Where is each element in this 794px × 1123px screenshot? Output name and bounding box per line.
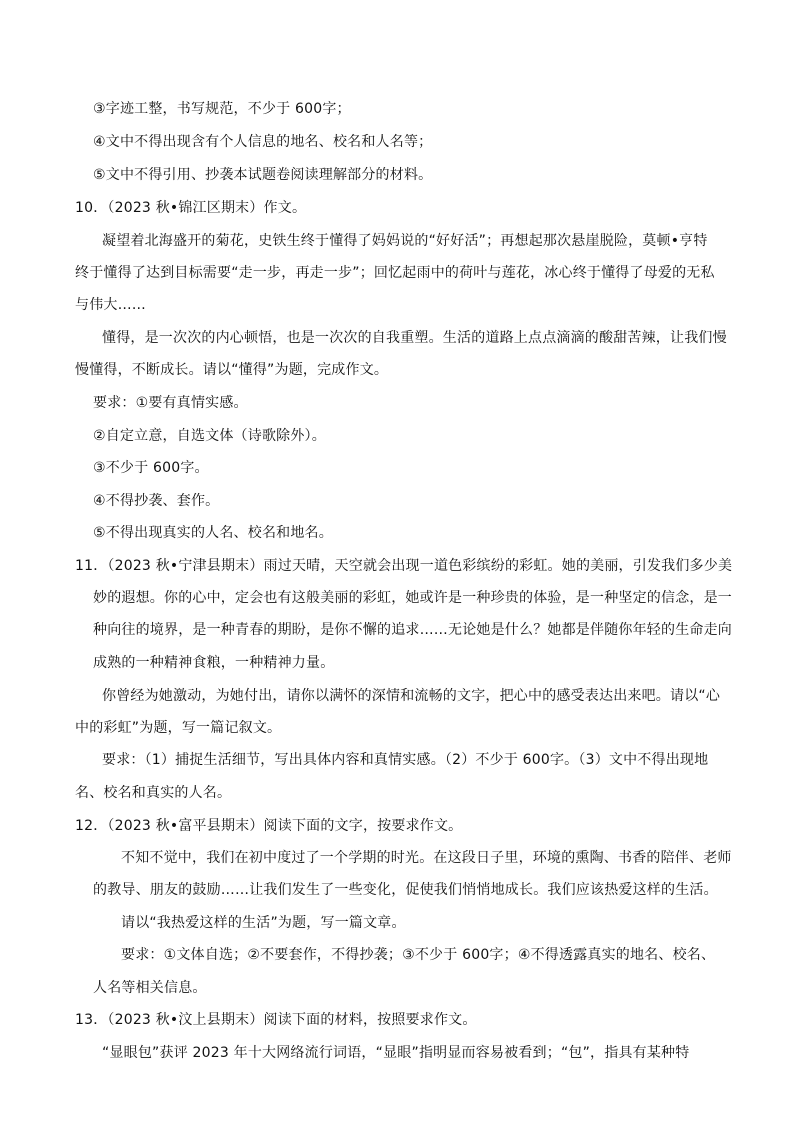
question-heading-13: 13．（2023 秋•汶上县期末）阅读下面的材料，按照要求作文。 bbox=[75, 1012, 477, 1028]
paragraph-line: 终于懂得了达到目标需要“走一步，再走一步”；回忆起雨中的荷叶与莲花，冰心终于懂得了母爱的无私 bbox=[75, 265, 715, 281]
requirement-line: ⑤不得出现真实的人名、校名和地名。 bbox=[93, 525, 333, 541]
paragraph-line: 请以“我热爱这样的生活”为题，写一篇文章。 bbox=[121, 915, 406, 931]
paragraph-line: 你曾经为她激动，为她付出，请你以满怀的深情和流畅的文字，把心中的感受表达出来吧。请以“心 bbox=[102, 688, 721, 704]
requirement-line: ②自定立意，自选文体（诗歌除外）。 bbox=[93, 428, 326, 444]
paragraph-line: 成熟的一种精神食粮，一种精神力量。 bbox=[93, 655, 335, 671]
requirement-line: ④文中不得出现含有个人信息的地名、校名和人名等； bbox=[93, 134, 433, 150]
requirement-line: 要求：（1）捕捉生活细节，写出具体内容和真情实感。（2）不少于 600字。（3）文中不得出现地 bbox=[102, 752, 709, 768]
requirement-line: ⑤文中不得引用、抄袭本试题卷阅读理解部分的材料。 bbox=[93, 167, 433, 183]
paragraph-line: 的教导、朋友的鼓励……让我们发生了一些变化，促使我们悄悄地成长。我们应该热爱这样的生活。 bbox=[93, 882, 718, 898]
paragraph-line: 种向往的境界，是一种青春的期盼，是你不懈的追求……无论她是什么？她都是伴随你年轻的生命走向 bbox=[93, 622, 732, 638]
requirement-line: ④不得抄袭、套作。 bbox=[93, 493, 220, 509]
paragraph-line: 凝望着北海盛开的菊花，史铁生终于懂得了妈妈说的“好好活”；再想起那次悬崖脱险，莫顿•亨特 bbox=[102, 233, 708, 249]
question-heading-11: 11．（2023 秋•宁津县期末）雨过天晴，天空就会出现一道色彩缤纷的彩虹。她的美丽，引发我们多少美 bbox=[75, 558, 733, 574]
requirement-line: 要求：①文体自选；②不要套作，不得抄袭；③不少于 600字；④不得透露真实的地名、校名、 bbox=[121, 947, 716, 963]
paragraph-line: 懂得，是一次次的内心顿悟，也是一次次的自我重塑。生活的道路上点点滴滴的酸甜苦辣，让我们慢 bbox=[102, 330, 727, 346]
paragraph-line: “显眼包”获评 2023 年十大网络流行词语，“显眼”指明显而容易被看到；“包”，指具有某种特 bbox=[102, 1045, 690, 1061]
paragraph-line: 与伟大…… bbox=[75, 297, 146, 313]
requirement-line: ③字迹工整，书写规范，不少于 600字； bbox=[93, 101, 351, 117]
question-heading-12: 12．（2023 秋•富平县期末）阅读下面的文字，按要求作文。 bbox=[75, 818, 463, 834]
question-heading-10: 10．（2023 秋•锦江区期末）作文。 bbox=[75, 200, 307, 216]
requirement-line: ③不少于 600字。 bbox=[93, 460, 209, 476]
paragraph-line: 慢懂得，不断成长。请以“懂得”为题，完成作文。 bbox=[75, 362, 389, 378]
requirement-line: 要求：①要有真情实感。 bbox=[93, 395, 248, 411]
paragraph-line: 中的彩虹”为题，写一篇记叙文。 bbox=[75, 720, 282, 736]
requirement-line: 人名等相关信息。 bbox=[93, 980, 207, 996]
paragraph-line: 妙的遐想。你的心中，定会也有这般美丽的彩虹，她或许是一种珍贵的体验，是一种坚定的信念，是一 bbox=[93, 590, 732, 606]
paragraph-line: 不知不觉中，我们在初中度过了一个学期的时光。在这段日子里，环境的熏陶、书香的陪伴、老师 bbox=[121, 850, 732, 866]
requirement-line: 名、校名和真实的人名。 bbox=[75, 785, 232, 801]
